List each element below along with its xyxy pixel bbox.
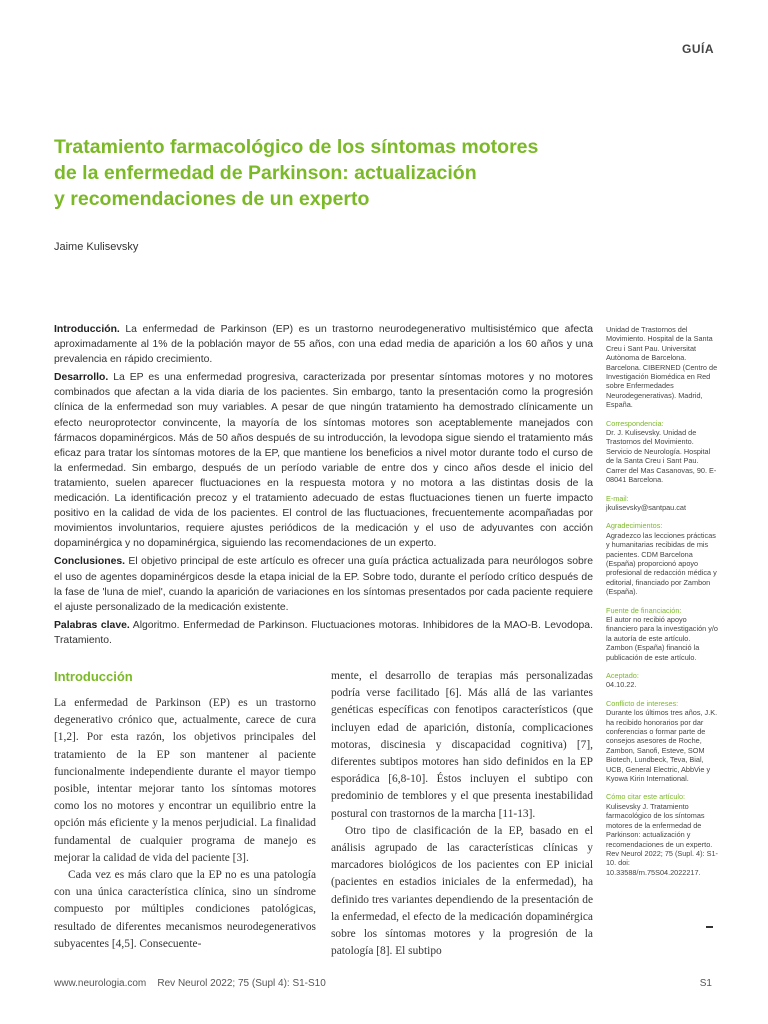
- conflicts: [606, 699, 718, 784]
- acknowledgements-label: Agradecimientos:: [606, 521, 663, 531]
- body-paragraph: Cada vez es más claro que la EP no es una patología con una única característica clínica, sino un síndrome compuesto por múltiples condiciones patológicas, resultado de diferentes mecanismos neurodegenerativos subyacentes [4,5]. Consecuente-: [54, 869, 316, 950]
- abstract-intro-text: La enfermedad de Parkinson (EP) es un trastorno neurodegenerativo multisistémico que afecta aproximadamente al 1% de la población mayor de 55 años, con una edad media de aparición a los 60 años y una prevalencia en rápido crecimiento.: [54, 324, 593, 366]
- section-label: GUÍA: [682, 42, 714, 56]
- affiliation: Unidad de Trastornos del Movimiento. Hospital de la Santa Creu i Sant Pau. Universitat Autònoma de Barcelona. Barcelona. CIBERNED (Centro de Investigación Biomédica en Red sobre Enfermedades Neurodegenerativas). Madrid, España.: [606, 325, 718, 410]
- continuation-mark: [706, 926, 713, 928]
- funding-label: Fuente de financiación:: [606, 605, 682, 615]
- abstract-development: [54, 370, 593, 551]
- body-column-2: [331, 668, 593, 960]
- correspondence-text: Dr. J. Kulisevsky. Unidad de Trastornos del Movimiento. Servicio de Neurología. Hospital de la Santa Creu i Sant Pau. Carrer del Mas Casanovas, 90. E-08041 Barcelona.: [606, 428, 717, 485]
- abstract-dev-label: Desarrollo.: [54, 372, 109, 384]
- footer-journal: www.neurologia.com Rev Neurol 2022; 75 (Supl 4): S1-S10: [54, 978, 326, 989]
- body-paragraph: Otro tipo de clasificación de la EP, basado en el análisis agrupado de las características clínicas y marcadores biológicos de los pacientes con EP inicial (pacientes en estadios iniciales de la enfermedad), ha definido tres variantes dependiendo de la presentación de la enfermedad, el efecto de la medicación dopaminérgica sobre los síntomas motores y la progresión de la patología [8]. El subtipo: [331, 824, 593, 958]
- email-address[interactable]: jkulisevsky@santpau.cat: [606, 502, 687, 512]
- funding-text: El autor no recibió apoyo financiero para la investigación y/o la autoría de este artículo. Zambon (España) financió la publicación de este artículo.: [606, 614, 718, 662]
- abstract: [54, 322, 593, 651]
- email: [606, 494, 718, 513]
- body-paragraph: La enfermedad de Parkinson (EP) es un trastorno degenerativo crónico que, actualmente, carece de cura [1,2]. Por esta razón, los objetivos principales del tratamiento de la EP son mantener al paciente funcionalmente independiente durante el mayor tiempo posible, intentar mejorar tanto los síntomas motores como los no motores y encontrar un equilibrio entre la opción más eficiente y la menos perjudicial. La finalidad fundamental de cualquier programa de manejo es mejorar la calidad de vida del paciente [3].: [54, 697, 316, 864]
- abstract-introduction: [54, 322, 593, 367]
- body-column-1: [54, 695, 316, 953]
- abstract-keywords: [54, 618, 593, 648]
- abstract-kw-text: Algoritmo. Enfermedad de Parkinson. Fluctuaciones motoras. Inhibidores de la MAO-B. Levodopa. Tratamiento.: [54, 619, 593, 646]
- funding: [606, 606, 718, 662]
- acknowledgements-text: Agradezco las lecciones prácticas y humanitarias recibidas de mis pacientes. CDM Barcelona (España) proporcionó apoyo profesional de redacción médica y editorial, financiado por Zambon (España).: [606, 530, 717, 597]
- section-heading-introduction: Introducción: [54, 669, 133, 684]
- citation-text: Kulisevsky J. Tratamiento farmacológico de los síntomas motores de la enfermedad de Parkinson: actualización y recomendaciones de un experto. Rev Neurol 2022; 75 (Supl. 4): S1-10. doi: 10.33588/rn.75S04.2022217.: [606, 801, 718, 877]
- body-paragraph: mente, el desarrollo de terapias más personalizadas podría verse facilitado [6]. Más allá de las variantes genéticas específicas con fenotipos característicos (que incluyen edad de aparición, distonía, complicaciones motoras, discinesia y discapacidad cognitiva) [7], diferentes subtipos motores han sido definidos en la EP esporádica [6,8-10]. Éstos incluyen el subtipo con predominio de temblores y el que presenta inestabilidad postural con trastornos de la marcha [11-13].: [331, 670, 593, 820]
- article-title: [54, 134, 574, 212]
- abstract-intro-label: Introducción.: [54, 324, 120, 335]
- sidebar-notes: [606, 325, 718, 886]
- accepted-date: 04.10.22.: [606, 680, 637, 690]
- citation-label: Cómo citar este artículo:: [606, 792, 686, 802]
- page-number: S1: [699, 978, 712, 989]
- conflicts-text: Durante los últimos tres años, J.K. ha recibido honorarios por dar conferencias o formar parte de consejos asesores de Roche, Zambon, Sanofi, Esteve, SOM Biotech, Lundbeck, Teva, Bial, UCB, General Electric, AbbVie y Kyowa Kirin International.: [606, 708, 718, 784]
- abstract-conclusions: [54, 554, 593, 614]
- title-line-3: y recomendaciones de un experto: [54, 188, 370, 210]
- correspondence-label: Correspondencia:: [606, 418, 664, 428]
- accepted-label: Aceptado:: [606, 671, 639, 680]
- conflicts-label: Conflicto de intereses:: [606, 698, 679, 708]
- abstract-kw-label: Palabras clave.: [54, 619, 130, 631]
- abstract-concl-text: El objetivo principal de este artículo es ofrecer una guía práctica actualizada para neurólogos sobre el uso de agentes dopaminérgicos desde la etapa inicial de la EP. Sobre todo, durante el período crítico después de la fase de 'luna de miel', cuando la aparición de variaciones en los síntomas presentados por cada paciente requiere el ajuste personalizado de la medicación existente.: [54, 556, 594, 613]
- citation: [606, 792, 718, 877]
- email-label: E-mail:: [606, 493, 629, 503]
- author-name: Jaime Kulisevsky: [54, 241, 139, 253]
- abstract-dev-text: La EP es una enfermedad progresiva, caracterizada por presentar síntomas motores y no motores combinados que afectan a la vida diaria de los pacientes. Sin embargo, tanto la presentación como la progresión clínica de la enfermedad son muy variables. A pesar de que ningún tratamiento ha demostrado clínicamente un efecto neuroprotector convincente, la mayoría de los síntomas motores son aceptablemente manejados con fármacos dopaminérgicos. Más de 50 años después de su introducción, la levodopa sigue siendo el tratamiento más eficaz para tratar los síntomas motores de la EP, que mantiene los beneficios a nivel motor durante todo el curso de la enfermedad. Sin embargo, después de un período variable de entre dos y cinco años desde el inicio del tratamiento, suelen aparecer fluctuaciones en la respuesta motora y no motora a las distintas dosis de la medicación. La identificación precoz y el tratamiento adecuado de estas fluctuaciones tienen un fuerte impacto positivo en la calidad de vida de los pacientes. El control de las fluctuaciones, frecuentemente acompañadas por movimientos involuntarios, requiere ajustes periódicos de la medicación y el uso de adyuvantes con acción dopaminérgica y no dopaminérgica, siguiendo las recomendaciones de un experto.: [54, 372, 593, 550]
- title-line-1: Tratamiento farmacológico de los síntomas motores: [54, 136, 539, 158]
- acknowledgements: [606, 521, 718, 596]
- title-line-2: de la enfermedad de Parkinson: actualización: [54, 162, 477, 184]
- accepted: [606, 671, 718, 690]
- abstract-concl-label: Conclusiones.: [54, 556, 126, 568]
- correspondence: [606, 419, 718, 485]
